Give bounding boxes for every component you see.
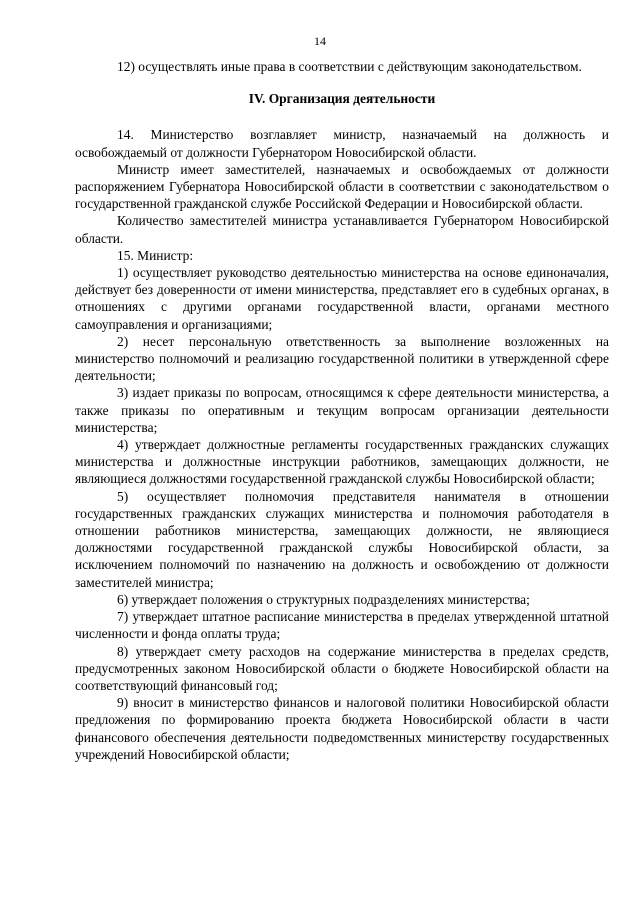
- list-item-8: 8) утверждает смету расходов на содержание министерства в пределах средств, предусмотренных законом Новосибирской области о бюджете Новосибирской области на соответствующий финансовый год;: [75, 643, 609, 693]
- section-heading: IV. Организация деятельности: [248, 91, 436, 107]
- paragraph-deputies-count: Количество заместителей министра устанавливается Губернатором Новосибирской области.: [75, 213, 609, 246]
- page-number: 14: [314, 34, 326, 48]
- paragraph-deputies: Министр имеет заместителей, назначаемых и освобождаемых от должности распоряжением Губернатора Новосибирской области в соответствии с законодательством о государственной гражданской службе Российской Федерации и Новосибирской области.: [75, 161, 609, 212]
- list-item-6: 6) утверждает положения о структурных подразделениях министерства;: [117, 591, 530, 607]
- list-item-4: 4) утверждает должностные регламенты государственных гражданских служащих министерства и должностные инструкции работников, замещающих должности, не являющиеся должностями государственной гражданской службы Новосибирской области;: [75, 437, 609, 487]
- list-item-3: 3) издает приказы по вопросам, относящимся к сфере деятельности министерства, а также приказы по оперативным и текущим вопросам организации деятельности министерства;: [75, 385, 609, 435]
- document-body: [75, 58, 609, 763]
- list-item-5: 5) осуществляет полномочия представителя нанимателя в отношении государственных гражданских служащих министерства и полномочия работодателя в отношении работников министерства, замещающих должности, не являющиеся должностями государственной гражданской службы Новосибирской области, за исключением полномочий по назначению на должность и освобождению от должности заместителей министра;: [75, 488, 609, 590]
- list-item-1: 1) осуществляет руководство деятельностью министерства на основе единоначалия, действует без доверенности от имени министерства, представляет его в судебных органах, в отношениях с другими органами государственной власти, органами местного самоуправления и организациями;: [75, 265, 609, 332]
- paragraph-15: 15. Министр:: [117, 247, 194, 263]
- paragraph-14: 14. Министерство возглавляет министр, назначаемый на должность и освобождаемый от должности Губернатором Новосибирской области.: [75, 127, 609, 160]
- list-item-2: 2) несет персональную ответственность за выполнение возложенных на министерство полномочий и реализацию государственной политики в утвержденной сфере деятельности;: [75, 333, 609, 384]
- paragraph-item-12: 12) осуществлять иные права в соответствии с действующим законодательством.: [117, 59, 582, 74]
- list-item-7: 7) утверждает штатное расписание министерства в пределах утвержденной штатной численности и фонда оплаты труда;: [75, 609, 609, 642]
- list-item-9: 9) вносит в министерство финансов и налоговой политики Новосибирской области предложения по формированию проекта бюджета Новосибирской области в части финансового обеспечения деятельности подведомственных министерству государственных учреждений Новосибирской области;: [75, 695, 609, 762]
